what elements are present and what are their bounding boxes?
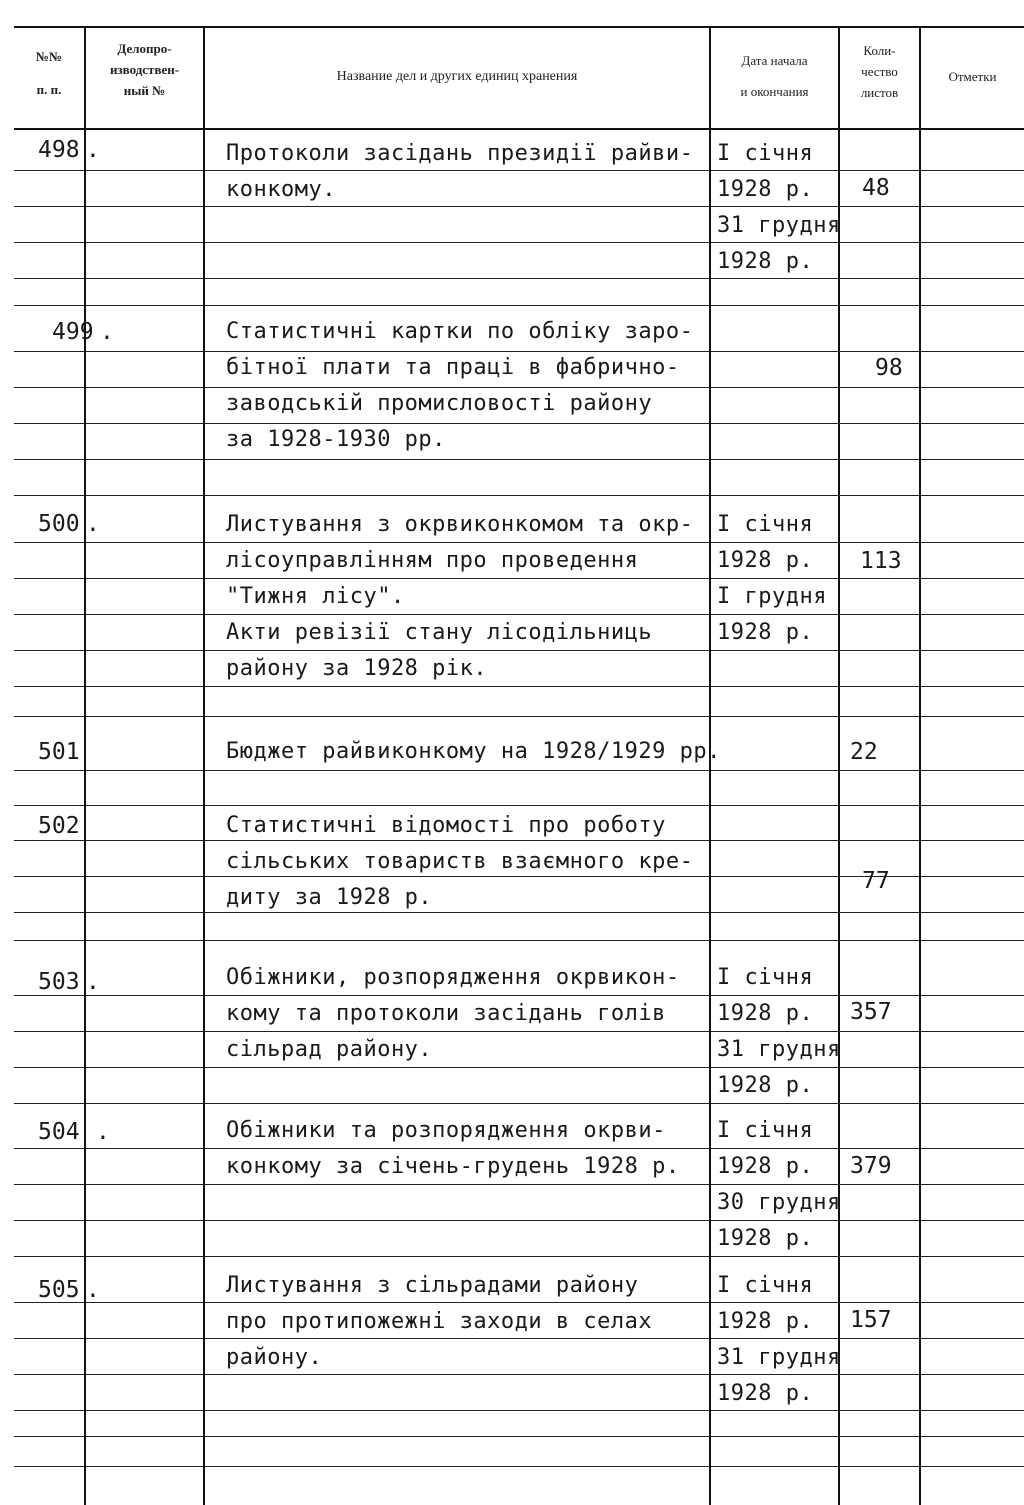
- header-sheet-count: [840, 40, 919, 103]
- entry-title-line: Обіжники, розпорядження окрвикон-: [226, 965, 680, 990]
- entry-title-line: диту за 1928 р.: [226, 885, 433, 910]
- entry-date-line: 31 грудня: [717, 1345, 841, 1370]
- entry-date-line: 30 грудня: [717, 1190, 841, 1215]
- row-rule: [14, 278, 1024, 279]
- entry-title-line: лісоуправлінням про проведення: [226, 548, 639, 573]
- row-rule: [14, 940, 1024, 941]
- entry-sheets: 48: [862, 175, 890, 201]
- entry-sheets: 357: [850, 999, 892, 1025]
- entry-title-line: Статистичні відомості про роботу: [226, 813, 666, 838]
- entry-date-line: 1928 р.: [717, 548, 814, 573]
- entry-date-line: 1928 р.: [717, 1309, 814, 1334]
- entry-title-line: конкому за січень-грудень 1928 р.: [226, 1154, 680, 1179]
- entry-number: 503: [38, 969, 80, 995]
- entry-number: 502: [38, 813, 80, 839]
- entry-date-line: 1928 р.: [717, 1001, 814, 1026]
- entry-title-line: Протоколи засідань президії райви-: [226, 141, 694, 166]
- number-dot: .: [86, 1277, 100, 1303]
- entry-date-line: 1928 р.: [717, 1381, 814, 1406]
- entry-sheets: 77: [862, 868, 890, 894]
- number-dot: .: [86, 137, 100, 163]
- header-office-line: ный №: [123, 83, 166, 98]
- entry-title-line: сільрад району.: [226, 1037, 433, 1062]
- header-bottom-rule: [14, 128, 1024, 130]
- entry-number: 501: [38, 739, 80, 765]
- column-divider: [919, 26, 921, 1505]
- entry-date-line: І січня: [717, 141, 814, 166]
- header-title: Название дел и других единиц хранения: [336, 69, 578, 84]
- header-count-line: чество: [861, 64, 898, 79]
- entry-sheets: 157: [850, 1307, 892, 1333]
- entry-date-line: І січня: [717, 512, 814, 537]
- row-rule: [14, 495, 1024, 496]
- header-office-line: Делопро-: [117, 41, 172, 56]
- entry-title-line: Обіжники та розпорядження окрви-: [226, 1118, 666, 1143]
- entry-title-line: заводській промисловості району: [226, 391, 653, 416]
- entry-number: 504: [38, 1119, 80, 1145]
- entry-title-line: "Тижня лісу".: [226, 584, 405, 609]
- row-rule: [14, 1410, 1024, 1411]
- row-rule: [14, 1256, 1024, 1257]
- entry-title-line: Статистичні картки по обліку заро-: [226, 319, 694, 344]
- entry-date-line: 1928 р.: [717, 1154, 814, 1179]
- entry-number: 498: [38, 137, 80, 163]
- header-count-line: листов: [860, 85, 899, 100]
- header-dates: [711, 50, 838, 102]
- row-rule: [14, 716, 1024, 717]
- header-office-number: [86, 38, 203, 101]
- entry-title-line: Бюджет райвиконкому на 1928/1929 рр.: [226, 739, 721, 764]
- entry-date-line: 1928 р.: [717, 620, 814, 645]
- row-rule: [14, 206, 1024, 207]
- row-rule: [14, 770, 1024, 771]
- column-divider: [203, 26, 205, 1505]
- entry-title-line: бітної плати та праці в фабрично-: [226, 355, 680, 380]
- entry-date-line: І січня: [717, 1273, 814, 1298]
- entry-date-line: 1928 р.: [717, 249, 814, 274]
- header-top-rule: [14, 26, 1024, 28]
- header-dates-line: и окончания: [740, 84, 809, 99]
- entry-title-line: сільських товариств взаємного кре-: [226, 849, 694, 874]
- row-rule: [14, 305, 1024, 306]
- header-number-line: п. п.: [36, 82, 62, 97]
- entry-number: 500: [38, 511, 80, 537]
- entry-title-line: кому та протоколи засідань голів: [226, 1001, 666, 1026]
- entry-date-line: І грудня: [717, 584, 827, 609]
- entry-sheets: 113: [860, 548, 902, 574]
- entry-date-line: І січня: [717, 1118, 814, 1143]
- entry-title-line: Листування з окрвиконкомом та окр-: [226, 512, 694, 537]
- column-divider: [838, 26, 840, 1505]
- header-dates-line: Дата начала: [741, 53, 808, 68]
- row-rule: [14, 242, 1024, 243]
- header-notes: Отметки: [948, 69, 997, 84]
- entry-number: 505: [38, 1277, 80, 1303]
- row-rule: [14, 1374, 1024, 1375]
- number-dot: .: [100, 319, 114, 345]
- header-office-line: изводствен-: [109, 62, 180, 77]
- row-rule: [14, 805, 1024, 806]
- entry-title-line: Листування з сільрадами району: [226, 1273, 639, 1298]
- row-rule: [14, 1220, 1024, 1221]
- row-rule: [14, 1466, 1024, 1467]
- number-dot: .: [96, 1119, 110, 1145]
- entry-title-line: конкому.: [226, 177, 336, 202]
- entry-date-line: 31 грудня: [717, 1037, 841, 1062]
- row-rule: [14, 686, 1024, 687]
- row-rule: [14, 423, 1024, 424]
- number-dot: .: [86, 511, 100, 537]
- entry-date-line: 31 грудня: [717, 213, 841, 238]
- entry-date-line: І січня: [717, 965, 814, 990]
- entry-date-line: 1928 р.: [717, 1073, 814, 1098]
- number-dot: .: [86, 969, 100, 995]
- entry-title-line: Акти ревізії стану лісодільниць: [226, 620, 653, 645]
- row-rule: [14, 1436, 1024, 1437]
- entry-title-line: району за 1928 рік.: [226, 656, 488, 681]
- entry-number: 499: [52, 319, 94, 345]
- entry-sheets: 379: [850, 1153, 892, 1179]
- entry-sheets: 22: [850, 739, 878, 765]
- entry-title-line: за 1928-1930 рр.: [226, 427, 446, 452]
- entry-sheets: 98: [875, 355, 903, 381]
- row-rule: [14, 1067, 1024, 1068]
- row-rule: [14, 912, 1024, 913]
- header-number: [14, 46, 84, 100]
- entry-title-line: про протипожежні заходи в селах: [226, 1309, 653, 1334]
- row-rule: [14, 459, 1024, 460]
- row-rule: [14, 1103, 1024, 1104]
- header-number-line: №№: [35, 49, 63, 64]
- entry-date-line: 1928 р.: [717, 177, 814, 202]
- entry-date-line: 1928 р.: [717, 1226, 814, 1251]
- header-count-line: Коли-: [863, 43, 896, 58]
- entry-title-line: району.: [226, 1345, 323, 1370]
